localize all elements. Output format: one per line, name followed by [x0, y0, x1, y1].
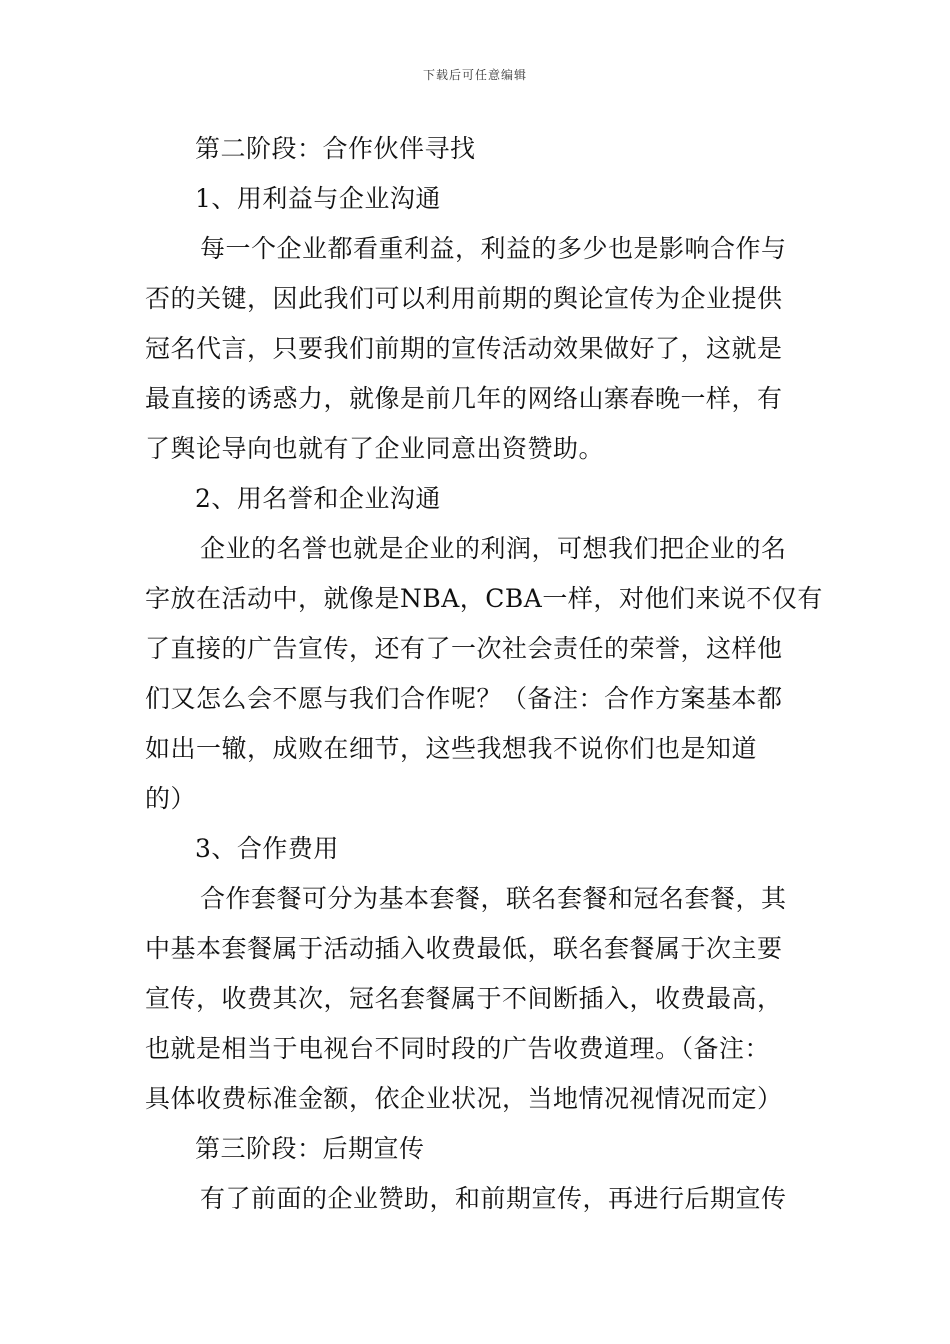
subsection-heading: 1、用利益与企业沟通 — [195, 184, 441, 213]
paragraph-line: 宣传，收费其次，冠名套餐属于不间断插入，收费最高， — [145, 984, 783, 1013]
paragraph-line: 最直接的诱惑力，就像是前几年的网络山寨春晚一样，有 — [145, 384, 783, 413]
paragraph-line: 企业的名誉也就是企业的利润，可想我们把企业的名 — [200, 534, 787, 563]
paragraph-line: 的） — [145, 784, 197, 813]
paragraph-line: 每一个企业都看重利益，利益的多少也是影响合作与 — [200, 234, 787, 263]
paragraph-line: 有了前面的企业赞助，和前期宣传，再进行后期宣传 — [200, 1184, 787, 1213]
document-body — [145, 124, 823, 1224]
paragraph-line: 否的关键，因此我们可以利用前期的舆论宣传为企业提供 — [145, 284, 783, 313]
paragraph-line: 们又怎么会不愿与我们合作呢？（备注：合作方案基本都 — [145, 684, 783, 713]
section-heading: 第二阶段：合作伙伴寻找 — [195, 134, 476, 163]
paragraph-line: 了舆论导向也就有了企业同意出资赞助。 — [145, 434, 605, 463]
subsection-heading: 2、用名誉和企业沟通 — [195, 484, 441, 513]
paragraph-line: 如出一辙，成败在细节，这些我想我不说你们也是知道 — [145, 734, 758, 763]
paragraph-line: 中基本套餐属于活动插入收费最低，联名套餐属于次主要 — [145, 934, 783, 963]
paragraph-line: 也就是相当于电视台不同时段的广告收费道理。（备注： — [145, 1034, 771, 1063]
paragraph-line: 合作套餐可分为基本套餐，联名套餐和冠名套餐，其 — [200, 884, 787, 913]
subsection-heading: 3、合作费用 — [195, 834, 339, 863]
paragraph-line: 字放在活动中，就像是NBA，CBA一样，对他们来说不仅有 — [145, 584, 823, 613]
section-heading: 第三阶段：后期宣传 — [195, 1134, 425, 1163]
paragraph-line: 冠名代言，只要我们前期的宣传活动效果做好了，这就是 — [145, 334, 783, 363]
paragraph-line: 具体收费标准金额，依企业状况，当地情况视情况而定） — [145, 1084, 783, 1113]
paragraph-line: 了直接的广告宣传，还有了一次社会责任的荣誉，这样他 — [145, 634, 783, 663]
page-header-note: 下载后可任意编辑 — [422, 68, 527, 82]
